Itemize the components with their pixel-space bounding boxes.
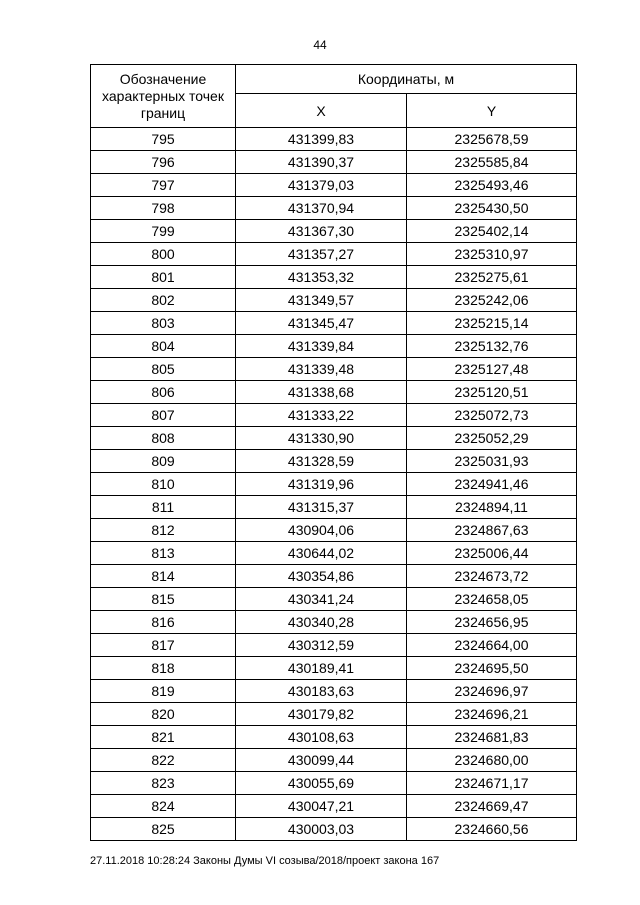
- table-row: [91, 335, 577, 358]
- table-row: [91, 220, 577, 243]
- table-row: [91, 657, 577, 680]
- x-cell: 430341,24: [236, 588, 407, 611]
- x-cell: 431370,94: [236, 197, 407, 220]
- table-row: [91, 266, 577, 289]
- x-cell: 431333,22: [236, 404, 407, 427]
- table-row: [91, 151, 577, 174]
- x-cell: 430644,02: [236, 542, 407, 565]
- y-cell: 2325215,14: [407, 312, 577, 335]
- y-cell: 2324696,21: [407, 703, 577, 726]
- y-cell: 2325430,50: [407, 197, 577, 220]
- point-cell: 809: [91, 450, 236, 473]
- x-cell: 431399,83: [236, 128, 407, 151]
- point-cell: 801: [91, 266, 236, 289]
- y-cell: 2325052,29: [407, 427, 577, 450]
- y-cell: 2324894,11: [407, 496, 577, 519]
- table-row: [91, 404, 577, 427]
- table-row: [91, 128, 577, 151]
- y-cell: 2325031,93: [407, 450, 577, 473]
- y-cell: 2324660,56: [407, 818, 577, 841]
- x-cell: 430183,63: [236, 680, 407, 703]
- x-cell: 431339,84: [236, 335, 407, 358]
- table-row: [91, 197, 577, 220]
- x-column-header: X: [236, 94, 407, 128]
- x-cell: 431338,68: [236, 381, 407, 404]
- point-cell: 816: [91, 611, 236, 634]
- footer-stamp: 27.11.2018 10:28:24 Законы Думы VI созыва/2018/проект закона 167: [90, 855, 440, 867]
- point-cell: 812: [91, 519, 236, 542]
- coordinates-group-header: Координаты, м: [236, 65, 577, 94]
- table-row: [91, 450, 577, 473]
- point-cell: 818: [91, 657, 236, 680]
- x-cell: 430099,44: [236, 749, 407, 772]
- y-cell: 2325678,59: [407, 128, 577, 151]
- x-cell: 430179,82: [236, 703, 407, 726]
- point-cell: 799: [91, 220, 236, 243]
- point-cell: 817: [91, 634, 236, 657]
- point-cell: 823: [91, 772, 236, 795]
- table-row: [91, 611, 577, 634]
- x-cell: 431390,37: [236, 151, 407, 174]
- point-cell: 824: [91, 795, 236, 818]
- point-cell: 815: [91, 588, 236, 611]
- table-row: [91, 680, 577, 703]
- table-row: [91, 243, 577, 266]
- x-cell: 431357,27: [236, 243, 407, 266]
- table-row: [91, 749, 577, 772]
- y-cell: 2325006,44: [407, 542, 577, 565]
- point-cell: 825: [91, 818, 236, 841]
- point-cell: 814: [91, 565, 236, 588]
- y-cell: 2325120,51: [407, 381, 577, 404]
- point-cell: 803: [91, 312, 236, 335]
- coordinates-table: [90, 64, 577, 841]
- y-cell: 2324669,47: [407, 795, 577, 818]
- point-cell: 808: [91, 427, 236, 450]
- y-cell: 2325310,97: [407, 243, 577, 266]
- point-cell: 802: [91, 289, 236, 312]
- point-cell: 805: [91, 358, 236, 381]
- table-header: [91, 65, 577, 128]
- x-cell: 430108,63: [236, 726, 407, 749]
- y-cell: 2325242,06: [407, 289, 577, 312]
- y-cell: 2324695,50: [407, 657, 577, 680]
- table-row: [91, 174, 577, 197]
- page-number: 44: [313, 38, 327, 52]
- x-cell: 431315,37: [236, 496, 407, 519]
- x-cell: 431353,32: [236, 266, 407, 289]
- x-cell: 430354,86: [236, 565, 407, 588]
- table-row: [91, 795, 577, 818]
- x-cell: 431379,03: [236, 174, 407, 197]
- point-column-header: Обозначение характерных точек границ: [91, 65, 236, 128]
- table-row: [91, 289, 577, 312]
- table-row: [91, 496, 577, 519]
- table-row: [91, 542, 577, 565]
- y-cell: 2324696,97: [407, 680, 577, 703]
- table-row: [91, 381, 577, 404]
- y-cell: 2325493,46: [407, 174, 577, 197]
- x-cell: 431349,57: [236, 289, 407, 312]
- point-cell: 811: [91, 496, 236, 519]
- y-cell: 2325402,14: [407, 220, 577, 243]
- y-cell: 2325275,61: [407, 266, 577, 289]
- y-cell: 2324664,00: [407, 634, 577, 657]
- table-row: [91, 473, 577, 496]
- point-cell: 810: [91, 473, 236, 496]
- x-cell: 431345,47: [236, 312, 407, 335]
- table-row: [91, 588, 577, 611]
- point-cell: 819: [91, 680, 236, 703]
- table-row: [91, 427, 577, 450]
- table-row: [91, 634, 577, 657]
- table-row: [91, 772, 577, 795]
- point-cell: 822: [91, 749, 236, 772]
- point-cell: 796: [91, 151, 236, 174]
- x-cell: 430055,69: [236, 772, 407, 795]
- point-cell: 806: [91, 381, 236, 404]
- table-row: [91, 818, 577, 841]
- y-cell: 2324941,46: [407, 473, 577, 496]
- x-cell: 431367,30: [236, 220, 407, 243]
- table-row: [91, 726, 577, 749]
- point-cell: 807: [91, 404, 236, 427]
- y-cell: 2324680,00: [407, 749, 577, 772]
- x-cell: 431330,90: [236, 427, 407, 450]
- x-cell: 431319,96: [236, 473, 407, 496]
- table-row: [91, 358, 577, 381]
- point-cell: 804: [91, 335, 236, 358]
- y-cell: 2325585,84: [407, 151, 577, 174]
- y-cell: 2324681,83: [407, 726, 577, 749]
- y-cell: 2325132,76: [407, 335, 577, 358]
- point-cell: 821: [91, 726, 236, 749]
- y-cell: 2324867,63: [407, 519, 577, 542]
- x-cell: 430340,28: [236, 611, 407, 634]
- x-cell: 430189,41: [236, 657, 407, 680]
- y-cell: 2325127,48: [407, 358, 577, 381]
- table-body: [91, 128, 577, 841]
- point-cell: 798: [91, 197, 236, 220]
- table-row: [91, 519, 577, 542]
- x-cell: 430312,59: [236, 634, 407, 657]
- x-cell: 431328,59: [236, 450, 407, 473]
- y-cell: 2324673,72: [407, 565, 577, 588]
- y-cell: 2324671,17: [407, 772, 577, 795]
- x-cell: 430047,21: [236, 795, 407, 818]
- point-cell: 795: [91, 128, 236, 151]
- y-cell: 2325072,73: [407, 404, 577, 427]
- x-cell: 431339,48: [236, 358, 407, 381]
- point-cell: 800: [91, 243, 236, 266]
- x-cell: 430003,03: [236, 818, 407, 841]
- y-cell: 2324656,95: [407, 611, 577, 634]
- table-row: [91, 703, 577, 726]
- point-cell: 797: [91, 174, 236, 197]
- table-row: [91, 565, 577, 588]
- point-cell: 813: [91, 542, 236, 565]
- x-cell: 430904,06: [236, 519, 407, 542]
- point-cell: 820: [91, 703, 236, 726]
- table-row: [91, 312, 577, 335]
- y-cell: 2324658,05: [407, 588, 577, 611]
- y-column-header: Y: [407, 94, 577, 128]
